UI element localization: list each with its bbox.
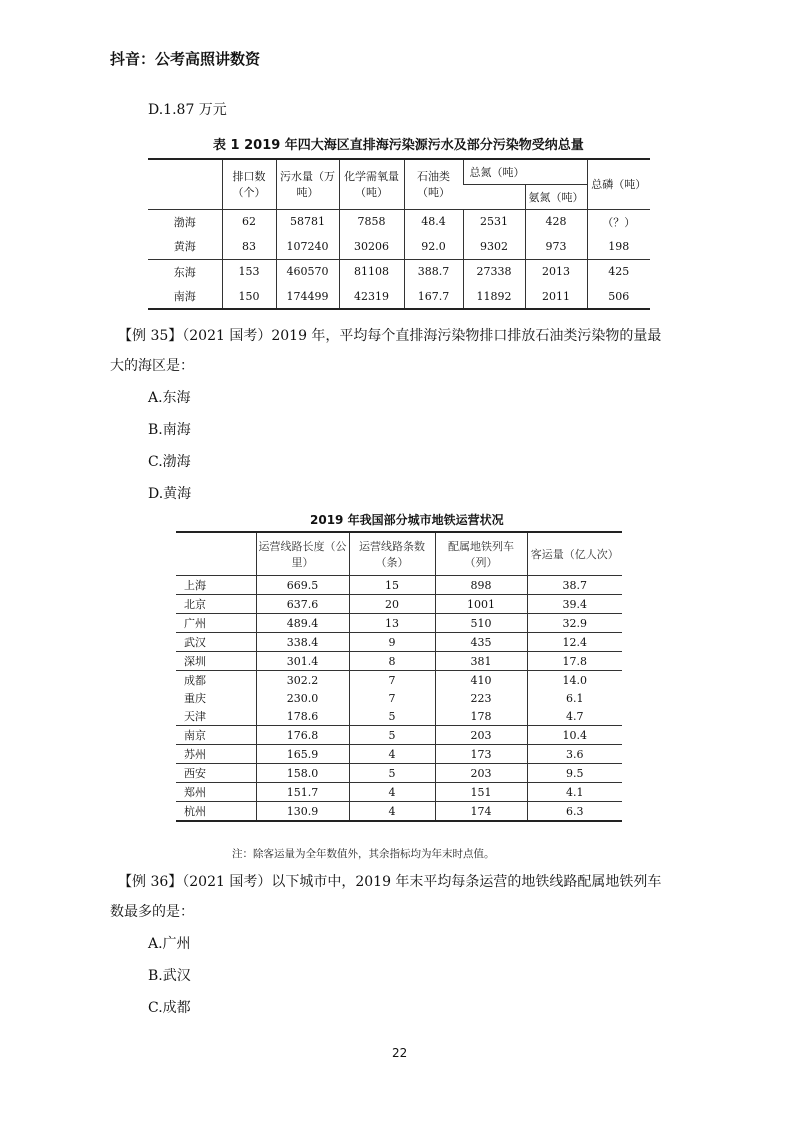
cell-city: 重庆 bbox=[184, 692, 206, 705]
cell-nitrogen: 27338 bbox=[463, 259, 525, 284]
cell-city: 西安 bbox=[176, 764, 256, 783]
pollution-table bbox=[148, 158, 650, 310]
cell-length: 302.2 bbox=[256, 671, 349, 690]
cell-lines: 7 bbox=[349, 689, 435, 707]
cell-passengers: 6.3 bbox=[527, 802, 622, 822]
question-35-line2: 大的海区是： bbox=[110, 358, 194, 374]
cell-length: 489.4 bbox=[256, 614, 349, 633]
cell-passengers: 6.1 bbox=[527, 689, 622, 707]
table2-row bbox=[176, 671, 622, 690]
cell-phosphorus: （？） bbox=[587, 209, 650, 234]
cell-phosphorus: 198 bbox=[587, 234, 650, 259]
cell-sea: 南海 bbox=[173, 290, 196, 303]
cell-passengers: 38.7 bbox=[527, 576, 622, 595]
question-36-line1: 【例 36】（2021 国考）以下城市中，2019 年末平均每条运营的地铁线路配属地铁列车 bbox=[118, 874, 662, 890]
header-trains: 配属地铁列车（列） bbox=[435, 532, 527, 576]
cell-trains: 223 bbox=[435, 689, 527, 707]
table1-row-nanhai bbox=[148, 284, 650, 309]
cell-length: 338.4 bbox=[256, 633, 349, 652]
cell-length: 178.6 bbox=[256, 707, 349, 726]
table2-row bbox=[176, 745, 622, 764]
metro-table bbox=[176, 531, 622, 822]
cell-cod: 81108 bbox=[339, 259, 404, 284]
cell-trains: 1001 bbox=[435, 595, 527, 614]
header-outlets: 排口数（个） bbox=[222, 159, 276, 209]
cell-lines: 4 bbox=[349, 745, 435, 764]
cell-lines: 15 bbox=[349, 576, 435, 595]
table2-row bbox=[176, 652, 622, 671]
cell-trains: 410 bbox=[435, 671, 527, 690]
table2-row bbox=[176, 726, 622, 745]
table1-row-huanghai bbox=[148, 234, 650, 259]
question-35-line1: 【例 35】（2021 国考）2019 年，平均每个直排海污染物排口排放石油类污染物的量最 bbox=[118, 328, 662, 344]
table2-note: 注：除客运量为全年数值外，其余指标均为年末时点值。 bbox=[232, 848, 495, 860]
cell-trains: 435 bbox=[435, 633, 527, 652]
cell-sea: 东海 bbox=[173, 265, 196, 279]
q35-option-b[interactable]: B.南海 bbox=[148, 422, 191, 438]
cell-lines: 9 bbox=[349, 633, 435, 652]
header-length: 运营线路长度（公里） bbox=[256, 532, 349, 576]
cell-nitrogen: 11892 bbox=[463, 284, 525, 309]
header-oil: 石油类（吨） bbox=[404, 159, 463, 209]
table2-caption: 2019 年我国部分城市地铁运营状况 bbox=[310, 513, 504, 527]
cell-city: 武汉 bbox=[176, 633, 256, 652]
cell-city: 杭州 bbox=[184, 805, 206, 818]
table2-row bbox=[176, 707, 622, 726]
table2-row bbox=[176, 689, 622, 707]
cell-passengers: 32.9 bbox=[527, 614, 622, 633]
cell-trains: 151 bbox=[435, 783, 527, 802]
cell-lines: 5 bbox=[349, 726, 435, 745]
cell-city: 天津 bbox=[176, 707, 256, 726]
cell-lines: 5 bbox=[349, 764, 435, 783]
cell-cod: 7858 bbox=[339, 209, 404, 234]
cell-city: 南京 bbox=[176, 726, 256, 745]
cell-ammonia: 2013 bbox=[525, 259, 587, 284]
cell-length: 637.6 bbox=[256, 595, 349, 614]
cell-lines: 7 bbox=[349, 671, 435, 690]
header-nitrogen: 总氮（吨） bbox=[463, 159, 587, 184]
cell-sewage: 58781 bbox=[276, 209, 339, 234]
cell-city: 深圳 bbox=[176, 652, 256, 671]
cell-length: 165.9 bbox=[256, 745, 349, 764]
q35-option-a[interactable]: A.东海 bbox=[148, 390, 191, 406]
cell-ammonia: 2011 bbox=[525, 284, 587, 309]
header-nitrogen-blank bbox=[463, 184, 525, 209]
cell-length: 669.5 bbox=[256, 576, 349, 595]
cell-passengers: 17.8 bbox=[527, 652, 622, 671]
cell-oil: 92.0 bbox=[404, 234, 463, 259]
header-ammonia: 氨氮（吨） bbox=[525, 184, 587, 209]
cell-lines: 8 bbox=[349, 652, 435, 671]
header-lines: 运营线路条数（条） bbox=[349, 532, 435, 576]
cell-sewage: 107240 bbox=[276, 234, 339, 259]
cell-sea: 黄海 bbox=[148, 234, 222, 259]
cell-trains: 178 bbox=[435, 707, 527, 726]
cell-passengers: 3.6 bbox=[527, 745, 622, 764]
table2-row bbox=[176, 764, 622, 783]
cell-phosphorus: 425 bbox=[587, 259, 650, 284]
header-cod: 化学需氧量（吨） bbox=[339, 159, 404, 209]
cell-outlets: 62 bbox=[222, 209, 276, 234]
header-sewage: 污水量（万吨） bbox=[276, 159, 339, 209]
cell-length: 158.0 bbox=[256, 764, 349, 783]
cell-city: 郑州 bbox=[176, 783, 256, 802]
table2-row bbox=[176, 576, 622, 595]
cell-passengers: 9.5 bbox=[527, 764, 622, 783]
cell-length: 230.0 bbox=[256, 689, 349, 707]
cell-sewage: 460570 bbox=[276, 259, 339, 284]
header-passengers: 客运量（亿人次） bbox=[527, 532, 622, 576]
table1-row-bohai bbox=[148, 209, 650, 234]
cell-passengers: 4.1 bbox=[527, 783, 622, 802]
cell-trains: 381 bbox=[435, 652, 527, 671]
table2-row bbox=[176, 595, 622, 614]
cell-oil: 48.4 bbox=[404, 209, 463, 234]
table2-row bbox=[176, 802, 622, 822]
cell-city: 北京 bbox=[176, 595, 256, 614]
cell-passengers: 4.7 bbox=[527, 707, 622, 726]
cell-trains: 203 bbox=[435, 726, 527, 745]
cell-city: 苏州 bbox=[176, 745, 256, 764]
cell-length: 151.7 bbox=[256, 783, 349, 802]
cell-passengers: 10.4 bbox=[527, 726, 622, 745]
cell-phosphorus: 506 bbox=[587, 284, 650, 309]
cell-city: 成都 bbox=[184, 674, 206, 687]
cell-ammonia: 973 bbox=[525, 234, 587, 259]
table2-header-row bbox=[176, 532, 622, 576]
cell-length: 301.4 bbox=[256, 652, 349, 671]
cell-lines: 4 bbox=[349, 783, 435, 802]
cell-outlets: 83 bbox=[222, 234, 276, 259]
cell-outlets: 153 bbox=[222, 259, 276, 284]
cell-sewage: 174499 bbox=[276, 284, 339, 309]
table2-row bbox=[176, 614, 622, 633]
cell-trains: 510 bbox=[435, 614, 527, 633]
previous-option-d: D.1.87 万元 bbox=[148, 102, 227, 118]
table1-row-donghai bbox=[148, 259, 650, 284]
page-number: 22 bbox=[392, 1046, 408, 1060]
cell-trains: 173 bbox=[435, 745, 527, 764]
table2-row bbox=[176, 633, 622, 652]
cell-city: 上海 bbox=[176, 576, 256, 595]
cell-trains: 174 bbox=[435, 802, 527, 822]
table2-row bbox=[176, 783, 622, 802]
q36-option-c[interactable]: C.成都 bbox=[148, 1000, 191, 1016]
header-blank bbox=[148, 159, 222, 209]
cell-outlets: 150 bbox=[222, 284, 276, 309]
cell-passengers: 39.4 bbox=[527, 595, 622, 614]
q35-option-d[interactable]: D.黄海 bbox=[148, 486, 192, 502]
cell-oil: 388.7 bbox=[404, 259, 463, 284]
cell-lines: 13 bbox=[349, 614, 435, 633]
cell-oil: 167.7 bbox=[404, 284, 463, 309]
cell-trains: 898 bbox=[435, 576, 527, 595]
q36-option-b[interactable]: B.武汉 bbox=[148, 968, 191, 984]
cell-cod: 30206 bbox=[339, 234, 404, 259]
cell-passengers: 12.4 bbox=[527, 633, 622, 652]
cell-length: 176.8 bbox=[256, 726, 349, 745]
table1-caption: 表 1 2019 年四大海区直排海污染源污水及部分污染物受纳总量 bbox=[213, 138, 584, 153]
header-blank bbox=[176, 532, 256, 576]
cell-lines: 4 bbox=[349, 802, 435, 822]
cell-nitrogen: 9302 bbox=[463, 234, 525, 259]
page-header: 抖音：公考高照讲数资 bbox=[110, 50, 261, 68]
cell-cod: 42319 bbox=[339, 284, 404, 309]
header-phosphorus: 总磷（吨） bbox=[587, 159, 650, 209]
cell-sea: 渤海 bbox=[173, 215, 196, 229]
cell-trains: 203 bbox=[435, 764, 527, 783]
cell-city: 广州 bbox=[176, 614, 256, 633]
table1-header-row bbox=[148, 159, 650, 184]
cell-ammonia: 428 bbox=[525, 209, 587, 234]
q36-option-a[interactable]: A.广州 bbox=[148, 936, 191, 952]
question-36-line2: 数最多的是： bbox=[110, 904, 194, 920]
cell-passengers: 14.0 bbox=[527, 671, 622, 690]
cell-length: 130.9 bbox=[256, 802, 349, 822]
cell-lines: 5 bbox=[349, 707, 435, 726]
cell-nitrogen: 2531 bbox=[463, 209, 525, 234]
q35-option-c[interactable]: C.渤海 bbox=[148, 454, 191, 470]
cell-lines: 20 bbox=[349, 595, 435, 614]
